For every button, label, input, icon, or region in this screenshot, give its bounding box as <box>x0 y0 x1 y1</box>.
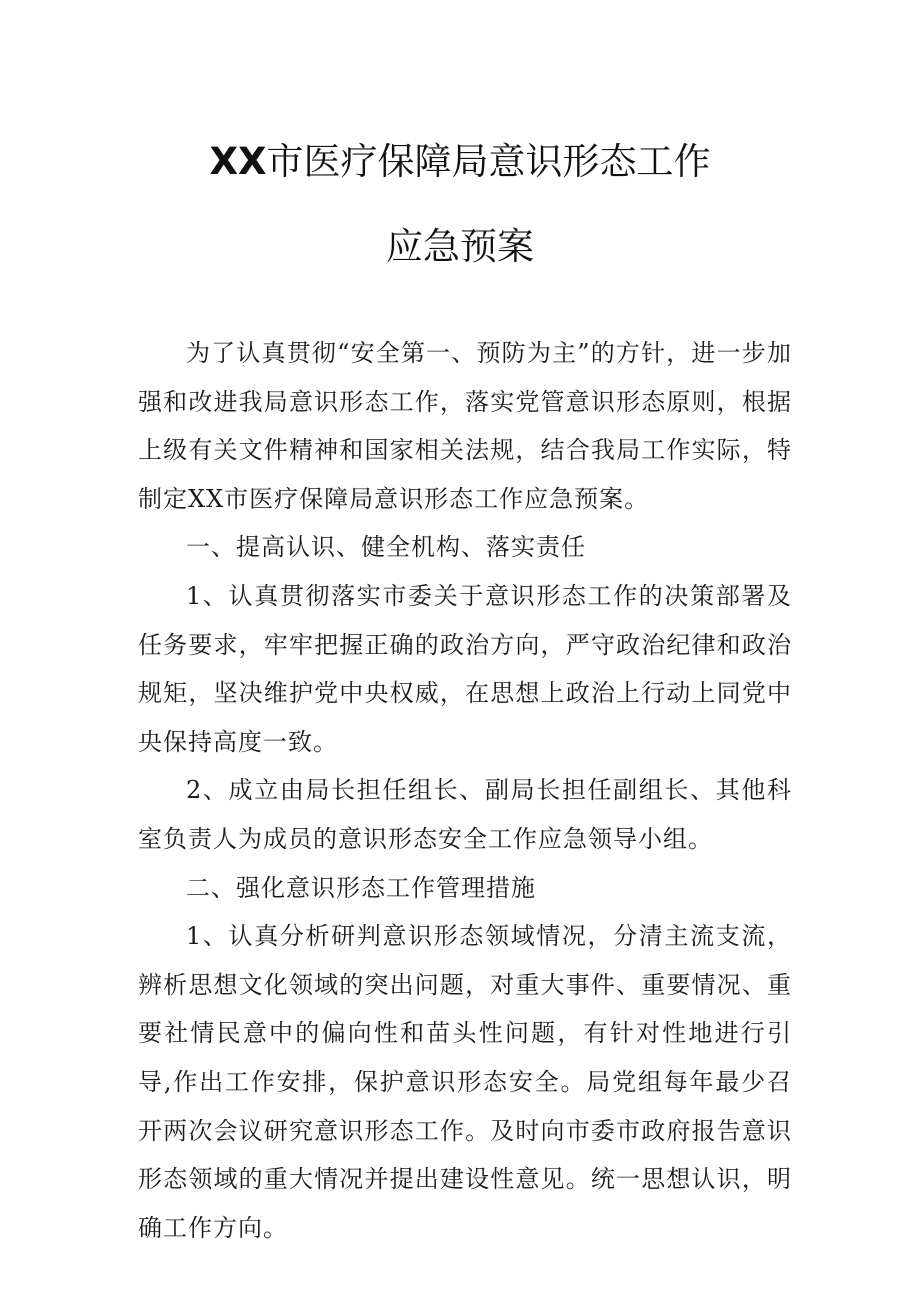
section2-item1: 1、认真分析研判意识形态领域情况，分清主流支流，辨析思想文化领域的突出问题，对重大事件、重要情况、重要社情民意中的偏向性和苗头性问题，有针对性地进行引导,作出工作安排，保护意识形态安全。局党组每年最少召开两次会议研究意识形态工作。及时向市委市政府报告意识形态领域的重大情况并提出建设性意见。统一思想认识，明确工作方向。 <box>138 922 792 1242</box>
title-rest: 市医疗保障局意识形态工作 <box>266 140 711 183</box>
section1-item2: 2、成立由局长担任组长、副局长担任副组长、其他科室负责人为成员的意识形态安全工作应急领导小组。 <box>138 776 792 853</box>
title-prefix: XX <box>209 140 267 183</box>
document-title-line1 <box>0 140 920 184</box>
section1-heading: 一、提高认识、健全机构、落实责任 <box>186 533 586 562</box>
intro-paragraph: 为了认真贯彻“安全第一、预防为主”的方针，进一步加强和改进我局意识形态工作，落实党管意识形态原则，根据上级有关文件精神和国家相关法规，结合我局工作实际，特制定XX市医疗保障局意识形态工作应急预案。 <box>138 339 792 513</box>
document-title-line2: 应急预案 <box>386 225 534 268</box>
section1-item1: 1、认真贯彻落实市委关于意识形态工作的决策部署及任务要求，牢牢把握正确的政治方向，严守政治纪律和政治规矩，坚决维护党中央权威，在思想上政治上行动上同党中央保持高度一致。 <box>138 581 792 756</box>
section2-heading: 二、强化意识形态工作管理措施 <box>186 873 536 902</box>
document-body <box>138 329 792 1252</box>
